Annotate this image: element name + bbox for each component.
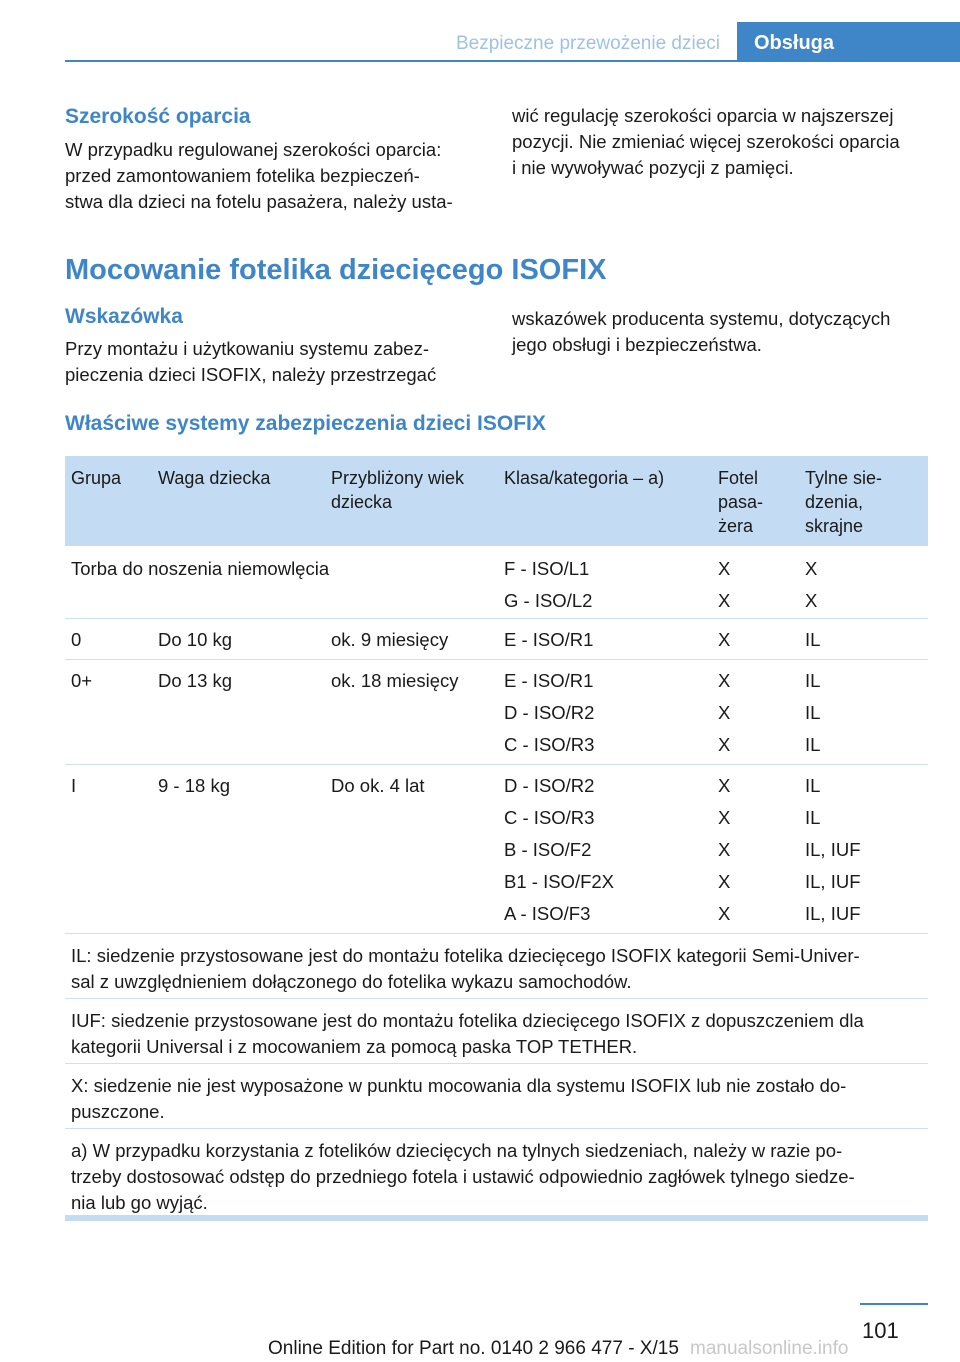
cell-line: IL: [805, 702, 821, 723]
cell-rear: [805, 775, 861, 935]
page-number-rule: [860, 1303, 928, 1305]
cell-line: X: [718, 670, 731, 691]
cell-line: I: [71, 775, 77, 796]
note-line: X: siedzenie nie jest wyposażone w punktu mocowania dla systemu ISOFIX lub nie zostało do-: [71, 1075, 847, 1096]
cell-line: A - ISO/F3: [504, 903, 591, 924]
text-line: Przy montażu i użytkowaniu systemu zabez-: [65, 338, 429, 359]
note-line: nia lub go wyjąć.: [71, 1192, 208, 1213]
table-bottom-bar: [65, 1215, 928, 1221]
cell-age: [331, 775, 425, 807]
cell-class: [504, 775, 614, 935]
header-line: dziecka: [331, 492, 393, 512]
note-line: trzeby dostosować odstęp do przedniego fotela i ustawić odpowiednio zagłówek tylnego siedze-: [71, 1166, 855, 1187]
cell-line: IL, IUF: [805, 903, 861, 924]
column-header-rear: [805, 466, 882, 538]
cell-passenger: [718, 670, 730, 766]
column-header-weight: [158, 466, 270, 490]
intro-subheading: Szerokość oparcia: [65, 105, 251, 128]
cell-passenger: [718, 775, 730, 935]
header-line: Grupa: [71, 468, 122, 488]
cell-line: X: [805, 558, 818, 579]
header-section-title: Bezpieczne przewożenie dzieci: [455, 33, 720, 54]
note-line: IL: siedzenie przystosowane jest do montażu fotelika dziecięcego ISOFIX kategorii Semi-Univer-: [71, 945, 860, 966]
cell-weight: [158, 629, 232, 661]
cell-rear: [805, 670, 820, 766]
cell-line: C - ISO/R3: [504, 734, 595, 755]
table-note-x: [65, 1064, 928, 1129]
column-header-class: [504, 466, 664, 490]
cell-line: X: [805, 590, 818, 611]
isofix-table: [65, 456, 928, 1217]
watermark: manualsonline.info: [690, 1338, 849, 1359]
cell-line: IL, IUF: [805, 839, 861, 860]
cell-line: F - ISO/L1: [504, 558, 590, 579]
text-line: pieczenia dzieci ISOFIX, należy przestrzegać: [65, 364, 437, 385]
cell-line: E - ISO/R1: [504, 629, 594, 650]
cell-line: X: [718, 629, 731, 650]
page-number: 101: [862, 1318, 899, 1343]
header-line: skrajne: [805, 516, 864, 536]
column-header-age: [331, 466, 464, 514]
note-line: puszczone.: [71, 1101, 165, 1122]
text-line: i nie wywoływać pozycji z pamięci.: [512, 157, 794, 178]
note-line: IUF: siedzenie przystosowane jest do montażu fotelika dziecięcego ISOFIX z dopuszczeniem dla: [71, 1010, 864, 1031]
cell-line: D - ISO/R2: [504, 702, 595, 723]
cell-group: [71, 670, 92, 702]
table-header-row: [65, 456, 928, 546]
table-row: [65, 546, 928, 619]
cell-line: 0: [71, 629, 82, 650]
cell-line: IL: [805, 807, 821, 828]
cell-line: Torba do noszenia niemowlęcia: [71, 558, 330, 579]
header-line: Fotel: [718, 468, 759, 488]
text-line: jego obsługi i bezpieczeństwa.: [512, 334, 762, 355]
note-line: a) W przypadku korzystania z fotelików dziecięcych na tylnych siedzeniach, należy w razie po-: [71, 1140, 843, 1161]
table-note-a: [65, 1129, 928, 1217]
cell-line: ok. 9 miesięcy: [331, 629, 449, 650]
cell-group: [71, 558, 329, 590]
cell-line: G - ISO/L2: [504, 590, 593, 611]
text-line: stwa dla dzieci na fotelu pasażera, należy usta-: [65, 191, 453, 212]
cell-rear: [805, 558, 817, 622]
cell-class: [504, 629, 593, 661]
text-line: W przypadku regulowanej szerokości oparcia:: [65, 139, 442, 160]
table-note-iuf: [65, 999, 928, 1064]
intro-left-column: [65, 137, 453, 215]
cell-class: [504, 670, 594, 766]
cell-age: [331, 670, 459, 702]
header-line: dzenia,: [805, 492, 864, 512]
cell-line: X: [718, 734, 731, 755]
header-line: Klasa/kategoria – a): [504, 468, 665, 488]
cell-line: 9 - 18 kg: [158, 775, 230, 796]
cell-line: IL: [805, 775, 821, 796]
cell-rear: [805, 629, 820, 661]
header-line: Przybliżony wiek: [331, 468, 465, 488]
note-line: sal z uwzględnieniem dołączonego do fotelika wykazu samochodów.: [71, 971, 632, 992]
cell-line: ok. 18 miesięcy: [331, 670, 459, 691]
cell-line: X: [718, 839, 731, 860]
intro-right-column: [512, 103, 900, 181]
text-line: wić regulację szerokości oparcia w najszerszej: [512, 105, 894, 126]
cell-line: D - ISO/R2: [504, 775, 595, 796]
table-heading: Właściwe systemy zabezpieczenia dzieci ISOFIX: [65, 412, 546, 435]
note-left-column: [65, 336, 436, 388]
table-row: [65, 765, 928, 934]
cell-line: X: [718, 702, 731, 723]
cell-line: X: [718, 558, 731, 579]
edition-footer: Online Edition for Part no. 0140 2 966 477 - X/15: [268, 1338, 679, 1359]
section-heading: Mocowanie fotelika dziecięcego ISOFIX: [65, 254, 607, 286]
cell-line: 0+: [71, 670, 93, 691]
cell-line: IL: [805, 629, 821, 650]
header-tab: [737, 22, 960, 62]
text-line: wskazówek producenta systemu, dotyczących: [512, 308, 891, 329]
header-tab-label: Obsługa: [754, 32, 835, 54]
cell-class: [504, 558, 592, 622]
cell-line: B1 - ISO/F2X: [504, 871, 615, 892]
cell-line: X: [718, 807, 731, 828]
cell-line: Do 10 kg: [158, 629, 233, 650]
cell-line: Do ok. 4 lat: [331, 775, 425, 796]
column-header-group: [71, 466, 121, 490]
header-line: Tylne sie-: [805, 468, 883, 488]
table-row: [65, 660, 928, 765]
cell-line: E - ISO/R1: [504, 670, 594, 691]
header-line: Waga dziecka: [158, 468, 271, 488]
header-line: pasa-: [718, 492, 764, 512]
cell-line: IL: [805, 734, 821, 755]
cell-line: X: [718, 775, 731, 796]
column-header-passenger: [718, 466, 763, 538]
header-line: żera: [718, 516, 754, 536]
cell-line: X: [718, 871, 731, 892]
cell-weight: [158, 775, 230, 807]
header-rule: [65, 60, 737, 62]
cell-line: X: [718, 590, 731, 611]
cell-line: C - ISO/R3: [504, 807, 595, 828]
cell-weight: [158, 670, 232, 702]
table-row: [65, 619, 928, 660]
note-line: kategorii Universal i z mocowaniem za pomocą paska TOP TETHER.: [71, 1036, 638, 1057]
cell-passenger: [718, 629, 730, 661]
cell-line: IL: [805, 670, 821, 691]
table-note-il: [65, 934, 928, 999]
cell-passenger: [718, 558, 730, 622]
cell-age: [331, 629, 448, 661]
note-right-column: [512, 306, 890, 358]
cell-line: X: [718, 903, 731, 924]
cell-line: IL, IUF: [805, 871, 861, 892]
cell-line: Do 13 kg: [158, 670, 233, 691]
note-subheading: Wskazówka: [65, 305, 183, 328]
text-line: przed zamontowaniem fotelika bezpieczeń-: [65, 165, 420, 186]
cell-line: B - ISO/F2: [504, 839, 592, 860]
cell-group: [71, 629, 81, 661]
cell-group: [71, 775, 76, 807]
text-line: pozycji. Nie zmieniać więcej szerokości oparcia: [512, 131, 900, 152]
